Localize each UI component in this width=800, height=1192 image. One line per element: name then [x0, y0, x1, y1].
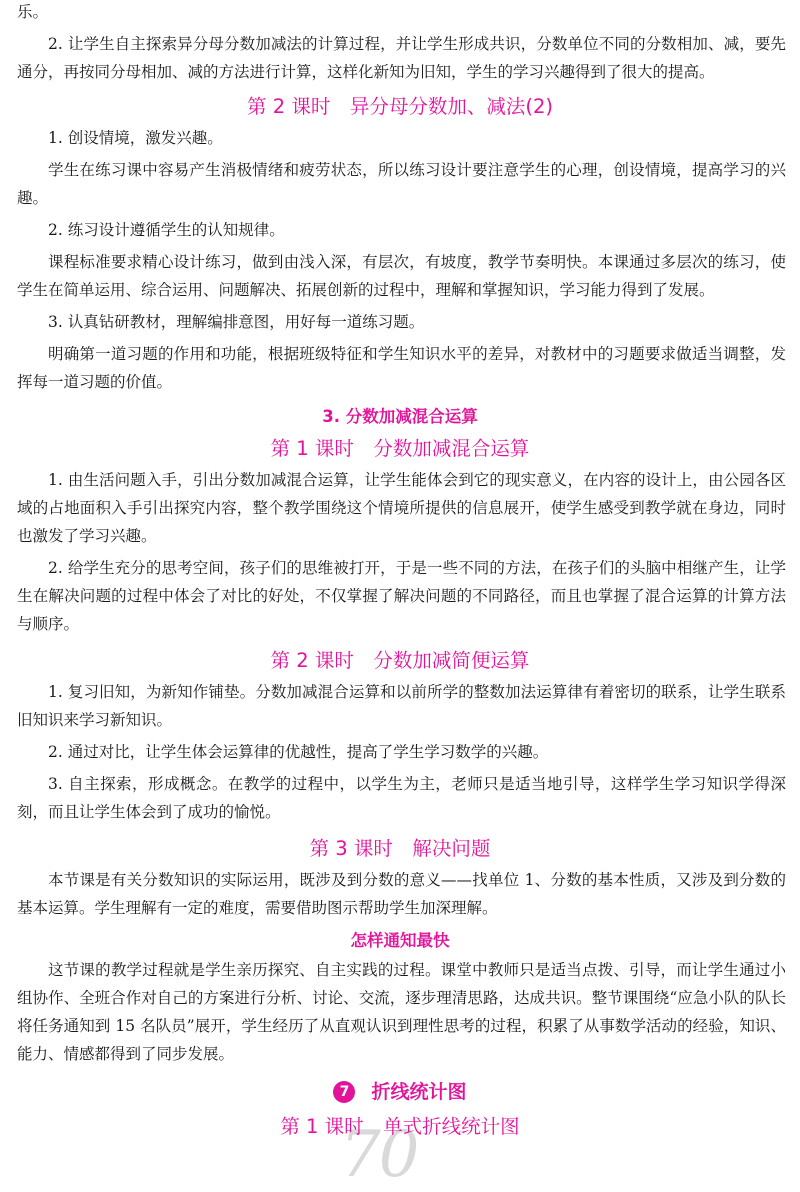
paragraph: 明确第一道习题的作用和功能，根据班级特征和学生知识水平的差异，对教材中的习题要求做适当调整，发挥每一道习题的价值。 — [17, 345, 786, 391]
list-item: 3. 认真钻研教材，理解编排意图，用好每一道练习题。 — [48, 313, 425, 331]
chapter-number-badge: 7 — [333, 1081, 355, 1103]
section-heading: 3. 分数加减混合运算 — [322, 407, 478, 426]
paragraph: 1. 复习旧知，为新知作铺垫。分数加减混合运算和以前所学的整数加法运算律有着密切的联系，让学生联系旧知识来学习新知识。 — [17, 683, 786, 729]
lesson-heading: 第 1 课时 单式折线统计图 — [280, 1115, 520, 1138]
lesson-heading: 第 1 课时 分数加减混合运算 — [270, 437, 530, 460]
paragraph: 学生在练习课中容易产生消极情绪和疲劳状态，所以练习设计要注意学生的心理，创设情境，提高学习的兴趣。 — [17, 161, 786, 207]
page-number-watermark: 70 — [340, 1118, 418, 1192]
lesson-heading: 第 3 课时 解决问题 — [309, 837, 491, 860]
paragraph: 2. 通过对比，让学生体会运算律的优越性，提高了学生学习数学的兴趣。 — [48, 743, 549, 761]
paragraph: 1. 由生活问题入手，引出分数加减混合运算，让学生能体会到它的现实意义，在内容的设计上，由公园各区域的占地面积入手引出探究内容，整个教学围绕这个情境所提供的信息展开，使学生感受到教学就在身边，同时也激发了学习兴趣。 — [17, 471, 786, 545]
paragraph-continuation: 乐。 — [17, 3, 49, 21]
paragraph: 3. 自主探索，形成概念。在教学的过程中，以学生为主，老师只是适当地引导，这样学生学习知识学得深刻，而且让学生体会到了成功的愉悦。 — [17, 775, 786, 821]
paragraph: 课程标准要求精心设计练习，做到由浅入深，有层次，有坡度，教学节奏明快。本课通过多层次的练习，使学生在简单运用、综合运用、问题解决、拓展创新的过程中，理解和掌握知识，学习能力得到了发展。 — [17, 253, 786, 299]
lesson-heading: 第 2 课时 异分母分数加、减法(2) — [247, 95, 553, 118]
paragraph: 这节课的教学过程就是学生亲历探究、自主实践的过程。课堂中教师只是适当点拨、引导，而让学生通过小组协作、全班合作对自己的方案进行分析、讨论、交流，逐步理清思路，达成共识。整节课围绕“应急小队的队长将任务通知到 15 名队员”展开，学生经历了从直观认识到理性思考的过程，积累了从事数学活动的经验，知识、能力、情感都得到了同步发展。 — [17, 961, 786, 1063]
paragraph: 2. 给学生充分的思考空间，孩子们的思维被打开，于是一些不同的方法，在孩子们的头脑中相继产生，让学生在解决问题的过程中体会了对比的好处，不仅掌握了解决问题的不同路径，而且也掌握了混合运算的计算方法与顺序。 — [17, 559, 786, 633]
list-item: 2. 练习设计遵循学生的认知规律。 — [48, 221, 285, 239]
chapter-title: 折线统计图 — [371, 1081, 467, 1103]
chapter-heading — [0, 1074, 800, 1110]
paragraph: 本节课是有关分数知识的实际运用，既涉及到分数的意义——找单位 1、分数的基本性质，又涉及到分数的基本运算。学生理解有一定的难度，需要借助图示帮助学生加深理解。 — [17, 871, 786, 917]
paragraph: 2. 让学生自主探索异分母分数加减法的计算过程，并让学生形成共识，分数单位不同的分数相加、减，要先通分，再按同分母相加、减的方法进行计算，这样化新知为旧知，学生的学习兴趣得到了很大的提高。 — [17, 35, 786, 81]
section-heading: 怎样通知最快 — [350, 931, 450, 950]
lesson-heading: 第 2 课时 分数加减简便运算 — [270, 649, 530, 672]
list-item: 1. 创设情境，激发兴趣。 — [48, 129, 223, 147]
